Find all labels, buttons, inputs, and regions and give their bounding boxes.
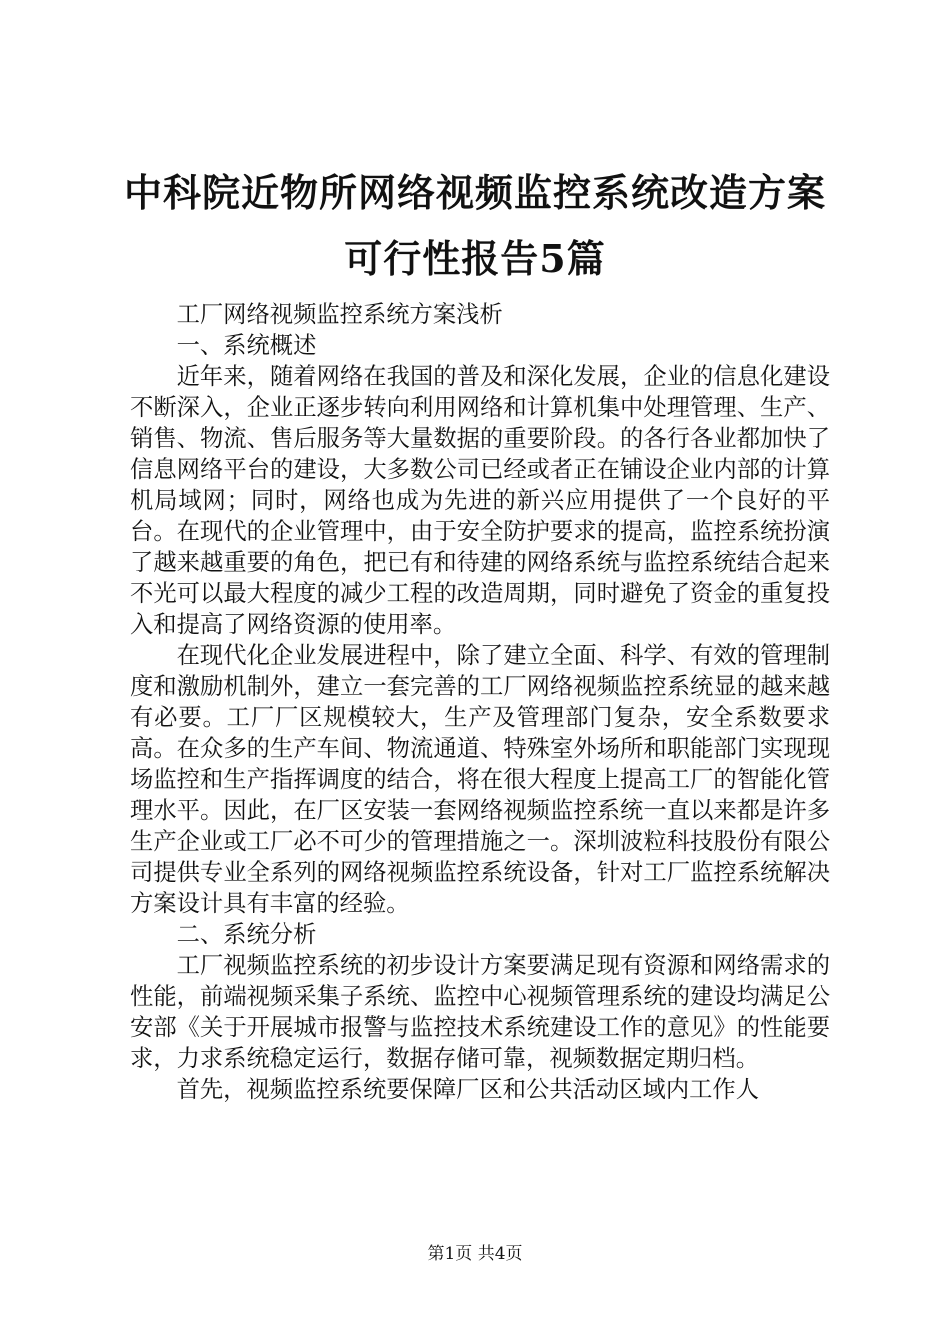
body-paragraph: 首先，视频监控系统要保障厂区和公共活动区域内工作人 bbox=[176, 1076, 760, 1103]
body-paragraph: 近年来，随着网络在我国的普及和深化发展，企业的信息化建设不断深入，企业正逐步转向利用网络和计算机集中处理管理、生产、销售、物流、售后服务等大量数据的重要阶段。的各行各业都加快了信息网络平台的建设，大多数公司已经或者正在铺设企业内部的计算机局域网；同时，网络也成为先进的新兴应用提供了一个良好的平台。在现代的企业管理中，由于安全防护要求的提高，监控系统扮演了越来越重要的角色，把已有和待建的网络系统与监控系统结合起来不光可以最大程度的减少工程的改造周期，同时避免了资金的重复投入和提高了网络资源的使用率。 bbox=[130, 363, 830, 638]
section-heading: 一、系统概述 bbox=[176, 332, 317, 359]
document-title: 中科院近物所网络视频监控系统改造方案可行性报告5篇 bbox=[123, 170, 826, 281]
document-body bbox=[130, 299, 830, 1105]
section-heading: 二、系统分析 bbox=[176, 921, 317, 948]
section-heading: 工厂网络视频监控系统方案浅析 bbox=[176, 301, 503, 328]
body-paragraph: 工厂视频监控系统的初步设计方案要满足现有资源和网络需求的性能，前端视频采集子系统、监控中心视频管理系统的建设均满足公安部《关于开展城市报警与监控技术系统建设工作的意见》的性能要求，力求系统稳定运行，数据存储可靠，视频数据定期归档。 bbox=[130, 952, 830, 1072]
body-paragraph: 在现代化企业发展进程中，除了建立全面、科学、有效的管理制度和激励机制外，建立一套完善的工厂网络视频监控系统显的越来越有必要。工厂厂区规模较大，生产及管理部门复杂，安全系数要求高。在众多的生产车间、物流通道、特殊室外场所和职能部门实现现场监控和生产指挥调度的结合，将在很大程度上提高工厂的智能化管理水平。因此，在厂区安装一套网络视频监控系统一直以来都是许多生产企业或工厂必不可少的管理措施之一。深圳波粒科技股份有限公司提供专业全系列的网络视频监控系统设备，针对工厂监控系统解决方案设计具有丰富的经验。 bbox=[130, 642, 830, 917]
page-footer: 第1页 共4页 bbox=[427, 1244, 523, 1264]
